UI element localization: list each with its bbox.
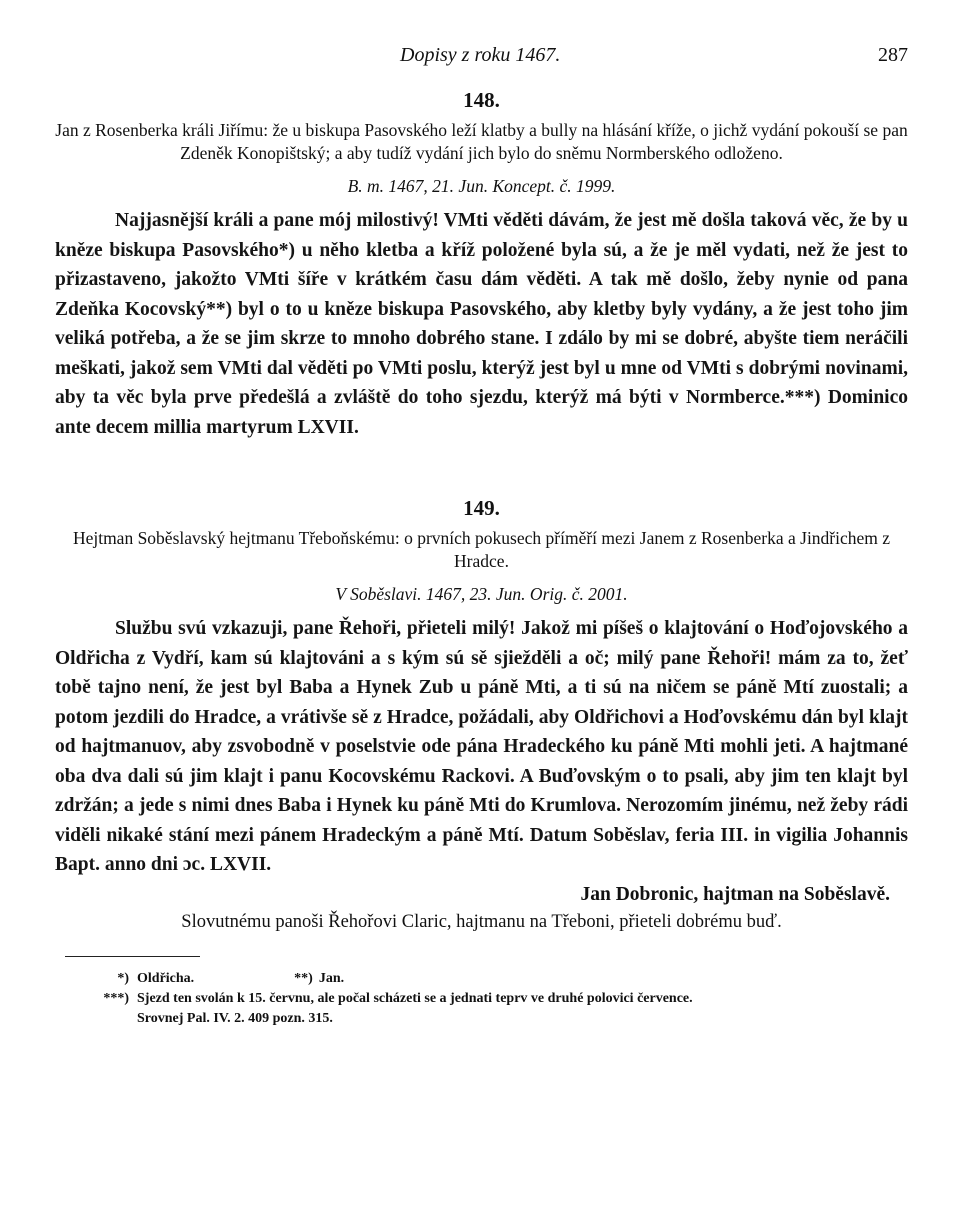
section-gap — [55, 442, 908, 482]
page-number: 287 — [878, 44, 908, 66]
letter-body: Najjasnější králi a pane mój milostivý! VMti věděti dávám, že jest mě došla taková věc, že by u kněze biskupa Pasovského*) u něho kletba a kříž položené byla sú, a že je měl vydati, než že jest to přizastaveno, jakožto VMti šíře v krátkém času dám věděti. A tak mě došlo, žeby nynie od pana Zdeňka Kocovský**) byl o to u kněze biskupa Pasovského, aby kletby byly vydány, a že jest toho jim veliká potřeba, a že se jim skrze to mnoho dobrého stane. I zdálo by mi se dobré, abyšte tiem neráčili meškati, jakož sem VMti dal věděti po VMti poslu, kterýž jest byl u mne od VMti s dobrými novinami, aby ta věc byla prve předešlá a zvláště do toho sjezdu, kterýž má býti v Normberce.***) Dominico ante decem millia martyrum LXVII. — [55, 210, 908, 438]
footnote-mark: ***) — [103, 990, 129, 1006]
letter-number: 148. — [463, 88, 500, 112]
letter-number: 149. — [463, 496, 500, 520]
footnote-row — [55, 989, 908, 1009]
letter-signature: Jan Dobronic, hajtman na Soběslavě. — [580, 883, 890, 905]
letter-body: Službu svú vzkazuji, pane Řehoři, přieteli milý! Jakož mi píšeš o klajtování o Hoďojovského a Oldřicha z Vydří, kam sú klajtováni a s kým sú sě sjiežděli a oč; milý pane Řehoři! mám za to, žeť tobě tajno není, že jest byl Baba a Hynek Zub u páně Mti, a ti sú na ničem se páně Mtí zuostali; a potom jezdili do Hradce, a vrátivše sě z Hradce, požádali, aby Oldřichovi a Hoďovskému dán byl klajt od hajtmanuov, aby zsvobodně v poselstvie ode pána Hradeckého ku páně Mti mohli jeti. A hajtmané oba dva dali sú jim klajt i panu Kocovskému Rackovi. A Buďovským o to psali, aby jim ten klajt byl zdržán; a jede s nimi dnes Baba i Hynek ku páně Mti do Krumlova. Nerozomím jinému, než žeby rádi viděli nikaké stání mezi pánem Hradeckým a páně Mtí. Datum Soběslav, feria III. in vigilia Johannis Bapt. anno dni ɔc. LXVII. — [55, 618, 908, 875]
letter-149 — [55, 496, 908, 936]
footnote-row — [55, 969, 908, 989]
document-page — [55, 40, 908, 1029]
footnote-continuation: Srovnej Pal. IV. 2. 409 pozn. 315. — [137, 1010, 333, 1026]
letter-summary: Jan z Rosenberka králi Jiřímu: že u biskupa Pasovského leží klatby a bully na hlásání kříže, o jichž vydání pokouší se pan Zdeněk Konopištský; a aby tudíž vydání jich bylo do sněmu Normberského odloženo. — [55, 120, 908, 163]
footnote-text: Sjezd ten svolán k 15. červnu, ale počal scházeti se a jednati teprv ve druhé polovici července. — [137, 990, 693, 1006]
letter-address: Slovutnému panoši Řehořovi Claric, hajtmanu na Třeboni, přieteli dobrému buď. — [181, 911, 782, 932]
footnote-divider — [65, 956, 200, 957]
running-header — [55, 40, 908, 74]
running-title: Dopisy z roku 1467. — [400, 44, 561, 66]
footnote-text: Jan. — [318, 970, 345, 986]
footnotes — [55, 969, 908, 1029]
footnote-mark: *) — [117, 970, 129, 986]
letter-summary: Hejtman Soběslavský hejtmanu Třeboňskému: o prvních pokusech příměří mezi Janem z Rosenberka a Jindřichem z Hradce. — [72, 528, 891, 571]
letter-source: V Soběslavi. 1467, 23. Jun. Orig. č. 2001. — [335, 584, 628, 604]
letter-148 — [55, 88, 908, 442]
footnote-text: Oldřicha. — [137, 970, 195, 986]
footnote-mark: **) — [294, 970, 313, 986]
letter-source: B. m. 1467, 21. Jun. Koncept. č. 1999. — [347, 176, 616, 196]
